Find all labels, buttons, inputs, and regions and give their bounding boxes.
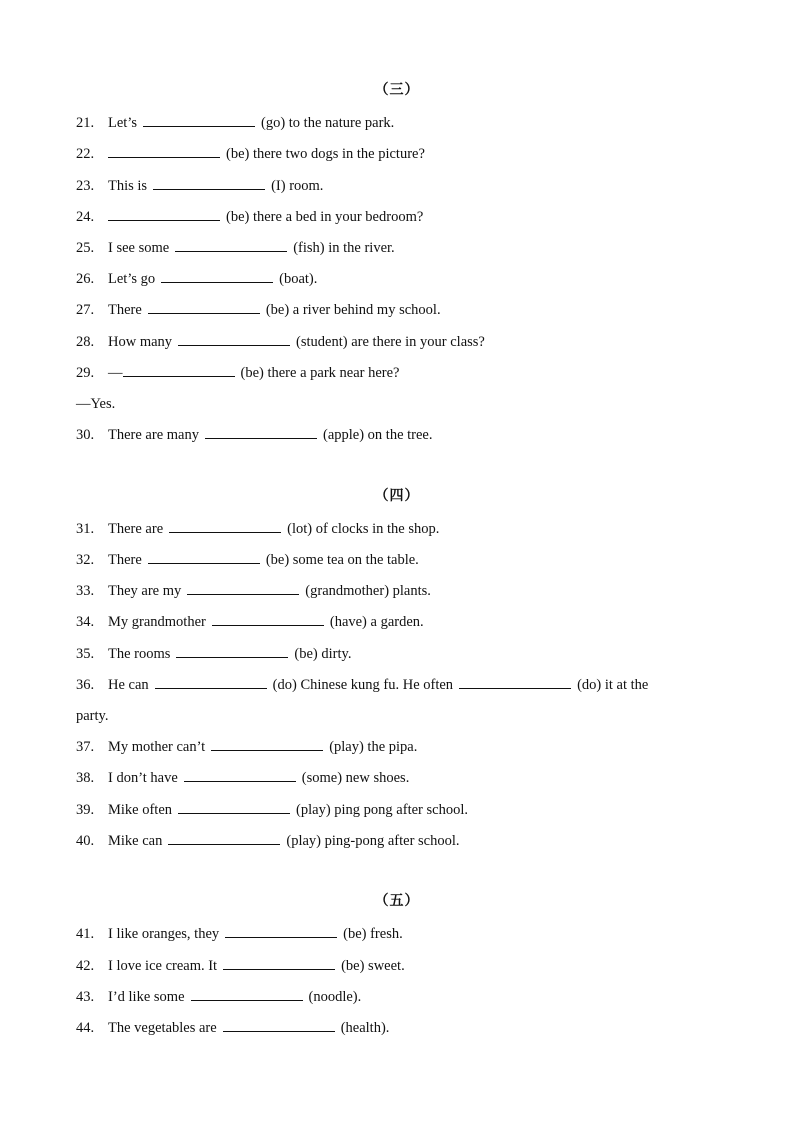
exercise-30 — [76, 425, 716, 445]
answer-blank[interactable] — [123, 364, 235, 377]
item-text-before: The vegetables are — [108, 1020, 217, 1036]
answer-blank[interactable] — [178, 333, 290, 346]
answer-blank[interactable] — [143, 114, 255, 127]
answer-blank[interactable] — [223, 1019, 335, 1032]
answer-blank[interactable] — [108, 208, 220, 221]
item-text-after: (health). — [340, 1020, 390, 1036]
section-title-5: （五） — [374, 893, 420, 909]
exercise-33 — [76, 581, 716, 601]
item-text-after: (be) sweet. — [341, 958, 405, 974]
answer-blank-2[interactable] — [459, 676, 571, 689]
item-number: 21. — [76, 115, 95, 131]
item-text-after: (play) ping pong after school. — [296, 802, 468, 818]
exercise-44 — [76, 1018, 716, 1038]
answer-blank[interactable] — [153, 177, 265, 190]
item-text-before: There are — [108, 521, 164, 537]
item-text-after: (fish) in the river. — [293, 240, 395, 256]
item-text-before: I’d like some — [108, 989, 185, 1005]
item-text-before: He can — [108, 677, 149, 693]
item-text-after: (noodle). — [308, 989, 362, 1005]
item-text-before: There are many — [108, 427, 199, 443]
item-text-after: (lot) of clocks in the shop. — [287, 521, 440, 537]
answer-blank[interactable] — [211, 738, 323, 751]
item-text-after: (some) new shoes. — [301, 770, 410, 786]
item-text-before: There — [108, 302, 142, 318]
item-text-before: Let’s go — [108, 271, 156, 287]
exercise-28 — [76, 332, 716, 352]
exercise-22 — [76, 144, 716, 164]
exercise-37 — [76, 737, 716, 757]
section-title-3: （三） — [374, 82, 420, 98]
exercise-39 — [76, 800, 716, 820]
item-text-after: (I) room. — [271, 178, 324, 194]
exercise-38 — [76, 768, 716, 788]
answer-blank[interactable] — [148, 551, 260, 564]
item-text-after: (be) a river behind my school. — [265, 302, 441, 318]
answer-blank[interactable] — [225, 925, 337, 938]
exercise-26 — [76, 269, 716, 289]
item-text-after: (be) there a bed in your bedroom? — [226, 209, 424, 225]
item-number: 27. — [76, 302, 95, 318]
item-number: 41. — [76, 926, 95, 942]
item-number: 37. — [76, 739, 95, 755]
item-text-after: (grandmother) plants. — [305, 583, 431, 599]
item-text-after: (be) fresh. — [343, 926, 403, 942]
item-text-before: How many — [108, 334, 173, 350]
item-number: 24. — [76, 209, 95, 225]
item-number: 29. — [76, 365, 95, 381]
item-text-before: I like oranges, they — [108, 926, 220, 942]
item-number: 28. — [76, 334, 95, 350]
item-number: 35. — [76, 646, 95, 662]
exercise-41 — [76, 924, 716, 944]
item-text-before: I love ice cream. It — [108, 958, 218, 974]
item-text-before: Mike can — [108, 833, 163, 849]
answer-blank[interactable] — [175, 239, 287, 252]
exercise-43 — [76, 987, 716, 1007]
item-text-before: I see some — [108, 240, 170, 256]
item-text-after: (be) some tea on the table. — [265, 552, 419, 568]
item-number: 44. — [76, 1020, 95, 1036]
section-title-4: （四） — [374, 488, 420, 504]
item-text-after: (boat). — [279, 271, 318, 287]
item-text-after: (have) a garden. — [329, 614, 424, 630]
answer-blank[interactable] — [176, 645, 288, 658]
answer-blank[interactable] — [212, 613, 324, 626]
item-text-before: My mother can’t — [108, 739, 206, 755]
item-text-after: (be) there two dogs in the picture? — [226, 146, 425, 162]
item-text-before: I don’t have — [108, 770, 178, 786]
item-number: 39. — [76, 802, 95, 818]
item-text-after: (go) to the nature park. — [261, 115, 395, 131]
exercise-31 — [76, 519, 716, 539]
item-text-before: Let’s — [108, 115, 137, 131]
item-number: 30. — [76, 427, 95, 443]
item-text-after: (do) it at the — [577, 677, 649, 693]
exercise-36 — [76, 675, 736, 695]
item-number: 25. — [76, 240, 95, 256]
answer-blank[interactable] — [168, 832, 280, 845]
answer-blank[interactable] — [184, 769, 296, 782]
item-text-after: (play) the pipa. — [329, 739, 418, 755]
exercise-34 — [76, 612, 716, 632]
item-number: 33. — [76, 583, 95, 599]
item-number: 31. — [76, 521, 95, 537]
dialogue-reply: —Yes. — [76, 396, 116, 412]
item-number: 43. — [76, 989, 95, 1005]
item-text-after: (apple) on the tree. — [322, 427, 433, 443]
item-text-before: My grandmother — [108, 614, 206, 630]
item-text-before: They are my — [108, 583, 182, 599]
answer-blank[interactable] — [148, 301, 260, 314]
exercise-27 — [76, 300, 716, 320]
item-number: 36. — [76, 677, 95, 693]
item-text-after: (play) ping-pong after school. — [286, 833, 460, 849]
item-text-before: This is — [108, 178, 148, 194]
item-number: 42. — [76, 958, 95, 974]
item-number: 32. — [76, 552, 95, 568]
exercise-25 — [76, 238, 716, 258]
answer-blank[interactable] — [169, 520, 281, 533]
exercise-40 — [76, 831, 716, 851]
answer-blank[interactable] — [223, 957, 335, 970]
item-text-before: There — [108, 552, 142, 568]
answer-blank[interactable] — [205, 426, 317, 439]
exercise-32 — [76, 550, 716, 570]
exercise-24 — [76, 207, 716, 227]
item-number: 38. — [76, 770, 95, 786]
item-number: 23. — [76, 178, 95, 194]
answer-blank[interactable] — [155, 676, 267, 689]
item-text-after: (be) dirty. — [294, 646, 352, 662]
item-text-before: The rooms — [108, 646, 171, 662]
item-number: 26. — [76, 271, 95, 287]
item-text-after: (student) are there in your class? — [296, 334, 485, 350]
exercise-36-continuation: party. — [76, 708, 109, 724]
answer-blank[interactable] — [191, 988, 303, 1001]
exercise-35 — [76, 644, 716, 664]
item-number: 40. — [76, 833, 95, 849]
item-text-middle: (do) Chinese kung fu. He often — [272, 677, 454, 693]
exercise-23 — [76, 176, 716, 196]
exercise-42 — [76, 956, 716, 976]
item-number: 34. — [76, 614, 95, 630]
item-text-before: — — [108, 365, 123, 381]
answer-blank[interactable] — [108, 145, 220, 158]
answer-blank[interactable] — [187, 582, 299, 595]
exercise-29 — [76, 363, 716, 383]
answer-blank[interactable] — [161, 270, 273, 283]
item-text-before: Mike often — [108, 802, 173, 818]
item-text-after: (be) there a park near here? — [240, 365, 400, 381]
answer-blank[interactable] — [178, 801, 290, 814]
item-number: 22. — [76, 146, 95, 162]
exercise-21 — [76, 113, 716, 133]
